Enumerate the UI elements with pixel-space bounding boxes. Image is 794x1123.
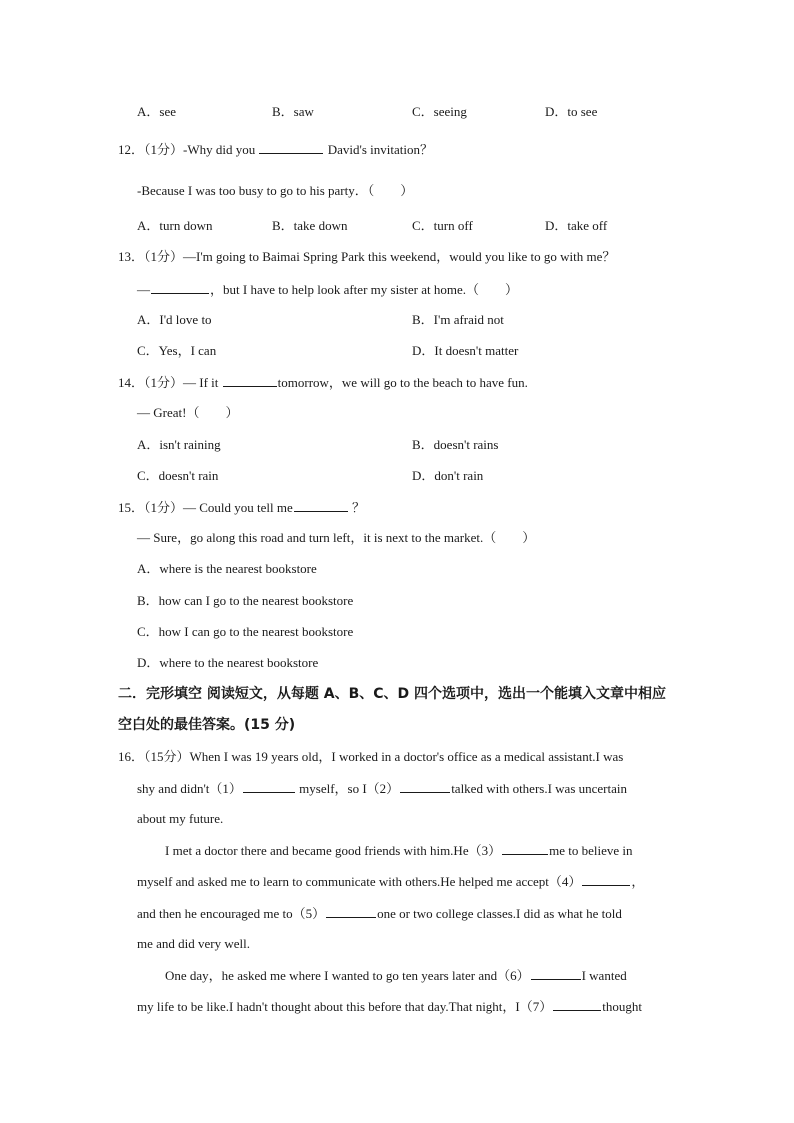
q12-option-a: A．turn down	[137, 218, 213, 233]
q16-text: I wanted	[581, 968, 627, 983]
q15-option-a: A．where is the nearest bookstore	[137, 561, 317, 576]
q11-option-d: D．to see	[545, 104, 598, 119]
q16-text: me to believe in	[549, 843, 633, 858]
q15-response: — Sure，go along this road and turn left，it is next to the market.（ ）	[137, 530, 536, 545]
section2-heading-line2: 空白处的最佳答案。(15 分)	[118, 717, 296, 733]
q16-text: talked with others.I was uncertain	[451, 781, 627, 796]
q12-option-b: B．take down	[272, 218, 348, 233]
q14-suffix: tomorrow，we will go to the beach to have fun.	[277, 375, 528, 390]
q16-text: I met a doctor there and became good friends with him.He（3）	[165, 843, 502, 858]
q16-line-3: about my future.	[137, 811, 224, 826]
q15-suffix: ？	[348, 500, 366, 515]
q14-option-d: D．don't rain	[412, 468, 484, 483]
q15-option-c: C．how I can go to the nearest bookstore	[137, 624, 354, 639]
q15-blank	[294, 498, 348, 512]
q16-text: thought	[602, 999, 642, 1014]
q13-dash: —	[137, 282, 150, 297]
q13-option-c: C．Yes，I can	[137, 343, 217, 358]
q15-prefix: 15．（1分）— Could you tell me	[118, 500, 293, 515]
q13-suffix: ，but I have to help look after my sister at home.（ ）	[210, 282, 518, 297]
q16-line-9	[137, 997, 642, 1016]
q16-line-5	[137, 872, 644, 891]
q16-line-7: me and did very well.	[137, 936, 250, 951]
q13-option-a: A．I'd love to	[137, 312, 212, 327]
q16-blank-6	[531, 966, 581, 980]
section2-heading-line1: 二．完形填空 阅读短文，从每题 A、B、C、D 四个选项中，选出一个能填入文章中相应	[118, 686, 667, 702]
q15-option-d: D．where to the nearest bookstore	[137, 655, 319, 670]
q16-text: One day，he asked me where I wanted to go ten years later and（6）	[165, 968, 530, 983]
q14-option-b: B．doesn't rains	[412, 437, 499, 452]
q16-line-8	[165, 966, 627, 985]
q16-blank-4	[582, 872, 630, 886]
q11-option-a: A．see	[137, 104, 176, 119]
q16-line-2	[137, 779, 675, 798]
q14-option-a: A．isn't raining	[137, 437, 221, 452]
q12-option-c: C．turn off	[412, 218, 473, 233]
q16-text: ，	[631, 874, 645, 889]
q13-option-d: D．It doesn't matter	[412, 343, 519, 358]
q14-blank	[223, 373, 277, 387]
q11-option-b: B．saw	[272, 104, 314, 119]
q13-option-b: B．I'm afraid not	[412, 312, 504, 327]
q13-question: 13．（1分）—I'm going to Baimai Spring Park this weekend，would you like to go with me？	[118, 249, 616, 264]
q15-option-b: B．how can I go to the nearest bookstore	[137, 593, 354, 608]
q16-blank-7	[553, 997, 601, 1011]
q13-blank	[151, 280, 209, 294]
q14-option-c: C．doesn't rain	[137, 468, 219, 483]
q12-prefix: 12．（1分）-Why did you	[118, 142, 259, 157]
q14-question	[118, 373, 528, 392]
q16-blank-5	[326, 904, 376, 918]
q16-blank-1	[243, 779, 295, 793]
q16-text: and then he encouraged me to（5）	[137, 906, 326, 921]
q16-line-4	[165, 841, 632, 860]
q16-text: one or two college classes.I did as what he told	[377, 906, 622, 921]
q12-answer-line: -Because I was too busy to go to his party．（ ）	[137, 183, 414, 198]
q16-text: my life to be like.I hadn't thought about this before that day.That night，I（7）	[137, 999, 553, 1014]
q15-question	[118, 498, 365, 517]
q16-text: shy and didn't（1）	[137, 781, 242, 796]
q14-prefix: 14．（1分）— If it	[118, 375, 222, 390]
q11-option-c: C．seeing	[412, 104, 467, 119]
q16-text: myself，so I（2）	[295, 781, 400, 796]
q16-text: myself and asked me to learn to communicate with others.He helped me accept（4）	[137, 874, 582, 889]
q12-blank	[259, 140, 323, 154]
q12-question	[118, 140, 433, 159]
q12-suffix: David's invitation？	[324, 142, 433, 157]
q13-response	[137, 280, 518, 299]
q12-option-d: D．take off	[545, 218, 608, 233]
q16-line-1: 16．（15分）When I was 19 years old，I worked in a doctor's office as a medical assistant.I was	[118, 749, 624, 764]
q14-response: — Great!（ ）	[137, 405, 239, 420]
q16-blank-2	[400, 779, 450, 793]
q16-line-6	[137, 904, 622, 923]
q16-blank-3	[502, 841, 548, 855]
